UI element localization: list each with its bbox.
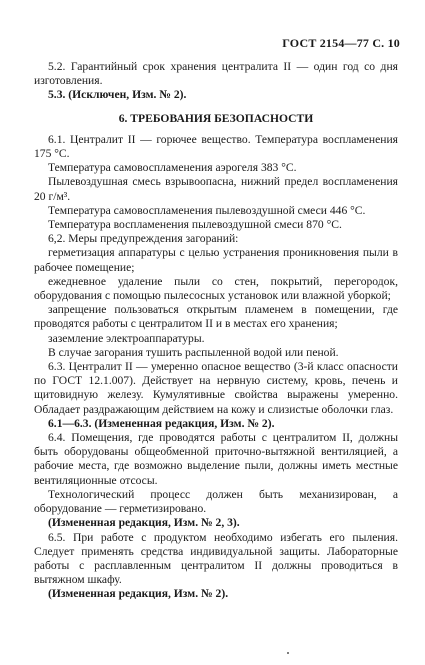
paragraph-6-2: 6,2. Меры предупреждения загораний: [48,232,239,246]
page-header: ГОСТ 2154—77 С. 10 [282,36,400,50]
paragraph-6-3: 6.3. Централит II — умеренно опасное вещество (3-й класс опасности по ГОСТ 12.1.007). Действует на нервную систему, кровь, печень и щитовидную железу. Кумулятивные свойства выражены умеренно. Обладает раздражающим действием на кожу и слизистые оболочки глаз. [34,360,398,416]
paragraph-6-4: 6.4. Помещения, где проводятся работы с централитом II, должны быть оборудованы общеобменной приточно-вытяжной вентиляцией, а рабочие места, где возможно выделение пыли, должны иметь местные вентиляционные отсосы. [34,431,398,487]
paragraph-ignition: Температура воспламенения пылевоздушной смеси 870 °С. [48,218,342,232]
paragraph-amend-6-1-6-3: 6.1—6.3. (Измененная редакция, Изм. № 2). [48,416,275,430]
paragraph-dust-mix: Пылевоздушная смесь взрывоопасна, нижний предел воспламенения 20 г/м³. [34,175,398,203]
paragraph-amend-2-3: (Измененная редакция, Изм. № 2, 3). [48,516,240,530]
paragraph-5-3: 5.3. (Исключен, Изм. № 2). [48,88,187,102]
paragraph-5-2: 5.2. Гарантийный срок хранения централита II — один год со дня изготовления. [34,60,398,88]
paragraph-extinguish: В случае загорания тушить распыленной водой или пеной. [48,345,339,359]
paragraph-process: Технологический процесс должен быть механизирован, а оборудование — герметизировано. [34,487,398,516]
document-body [34,60,398,602]
paragraph-cleaning: ежедневное удаление пыли со стен, покрытий, перегородок, оборудования с помощью пылесосных установок или влажной уборкой; [34,274,398,303]
paragraph-sealing: герметизация аппаратуры с целью устранения проникновения пыли в рабочее помещение; [34,246,398,274]
paragraph-grounding: заземление электроаппаратуры. [48,331,205,345]
section-title: 6. ТРЕБОВАНИЯ БЕЗОПАСНОСТИ [118,111,314,125]
paragraph-6-1: 6.1. Централит II — горючее вещество. Температура воспламенения 175 °С. [34,132,398,161]
scan-speck [287,652,289,654]
paragraph-self-ignition: Температура самовоспламенения пылевоздушной смеси 446 °С. [48,203,366,217]
paragraph-aerogel: Температура самовоспламенения аэрогеля 383 °С. [48,161,297,175]
paragraph-amend-2: (Измененная редакция, Изм. № 2). [48,587,229,601]
paragraph-6-5: 6.5. При работе с продуктом необходимо избегать его пыления. Следует применять средства индивидуальной защиты. Лабораторные работы с расплавленным централитом II должны проводиться в вытяжном шкафу. [34,530,398,587]
paragraph-flame-ban: запрещение пользоваться открытым пламенем в помещении, где проводятся работы с централитом II и в местах его хранения; [34,303,398,331]
